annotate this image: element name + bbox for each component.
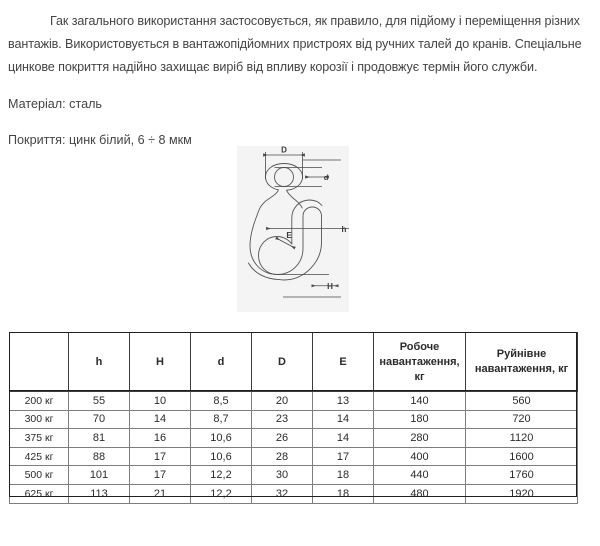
table-header-E-line1: E bbox=[339, 355, 347, 368]
material-line: Матеріал: сталь bbox=[8, 97, 102, 111]
table-body bbox=[10, 392, 578, 504]
cell-working-load: 480 bbox=[374, 484, 466, 503]
table-header-d-line1: d bbox=[217, 355, 225, 368]
table-row bbox=[10, 484, 578, 503]
cell-d: 8,7 bbox=[191, 410, 252, 429]
dimension-label-E: E bbox=[286, 231, 292, 240]
table-row bbox=[10, 466, 578, 485]
cell-working-load: 140 bbox=[374, 392, 466, 411]
table-header-d bbox=[191, 333, 252, 392]
hook-diagram bbox=[237, 146, 349, 312]
table-header-h bbox=[69, 333, 130, 392]
cell-h: 70 bbox=[69, 410, 130, 429]
cell-H: 14 bbox=[130, 410, 191, 429]
cell-working-load: 180 bbox=[374, 410, 466, 429]
cell-h: 88 bbox=[69, 447, 130, 466]
cell-H: 21 bbox=[130, 484, 191, 503]
cell-working-load: 280 bbox=[374, 429, 466, 448]
description-block bbox=[8, 10, 592, 152]
cell-H: 16 bbox=[130, 429, 191, 448]
cell-E: 18 bbox=[313, 466, 374, 485]
cell-h: 81 bbox=[69, 429, 130, 448]
dimension-label-H: H bbox=[327, 282, 333, 291]
table-header-breaking-load bbox=[466, 333, 578, 392]
cell-d: 12,2 bbox=[191, 484, 252, 503]
cell-h: 113 bbox=[69, 484, 130, 503]
dimension-label-h: h bbox=[341, 225, 347, 234]
cell-H: 17 bbox=[130, 447, 191, 466]
cell-breaking-load: 1600 bbox=[466, 447, 578, 466]
cell-H: 17 bbox=[130, 466, 191, 485]
table-row bbox=[10, 392, 578, 411]
cell-working-load: 440 bbox=[374, 466, 466, 485]
cell-breaking-load: 560 bbox=[466, 392, 578, 411]
table-header-H-line1: H bbox=[156, 355, 164, 368]
cell-d: 8,5 bbox=[191, 392, 252, 411]
table-row bbox=[10, 410, 578, 429]
cell-breaking-load: 1760 bbox=[466, 466, 578, 485]
table-header-name bbox=[10, 333, 69, 392]
dimension-label-D: D bbox=[281, 146, 287, 155]
cell-name: 500 кг bbox=[10, 466, 69, 485]
cell-E: 18 bbox=[313, 484, 374, 503]
cell-D: 28 bbox=[252, 447, 313, 466]
cell-breaking-load: 720 bbox=[466, 410, 578, 429]
cell-name: 425 кг bbox=[10, 447, 69, 466]
dimension-label-d: d bbox=[323, 173, 329, 182]
table-header-h-line1: h bbox=[95, 355, 103, 368]
coating-line: Покриття: цинк білий, 6 ÷ 8 мкм bbox=[8, 133, 192, 147]
description-paragraph: Гак загального використання застосовується, як правило, для підйому і переміщення різних вантажів. Використовується в вантажопідйомних пристроях від ручних талей до кранів. Спеціальне цинкове покриття надійно захищає виріб від впливу корозії і продовжує термін його служби. bbox=[8, 14, 582, 74]
table-header-working-load bbox=[374, 333, 466, 392]
cell-D: 30 bbox=[252, 466, 313, 485]
cell-H: 10 bbox=[130, 392, 191, 411]
cell-h: 55 bbox=[69, 392, 130, 411]
cell-h: 101 bbox=[69, 466, 130, 485]
cell-E: 14 bbox=[313, 429, 374, 448]
table-row bbox=[10, 447, 578, 466]
cell-E: 13 bbox=[313, 392, 374, 411]
cell-E: 14 bbox=[313, 410, 374, 429]
cell-D: 20 bbox=[252, 392, 313, 411]
cell-working-load: 400 bbox=[374, 447, 466, 466]
table-header-row bbox=[10, 333, 578, 392]
table-header-breaking-load-line2: навантаження, кг bbox=[474, 363, 569, 375]
cell-name: 375 кг bbox=[10, 429, 69, 448]
table-header-D-line1: D bbox=[278, 355, 286, 368]
table-header-E bbox=[313, 333, 374, 392]
cell-E: 17 bbox=[313, 447, 374, 466]
table-row bbox=[10, 429, 578, 448]
cell-name: 625 кг bbox=[10, 484, 69, 503]
specification-table bbox=[9, 332, 578, 504]
table-header-working-load-line1: Робоче bbox=[399, 340, 440, 353]
cell-D: 32 bbox=[252, 484, 313, 503]
table-header-H bbox=[130, 333, 191, 392]
table-header-working-load-line2: навантаження, кг bbox=[379, 355, 460, 383]
cell-breaking-load: 1920 bbox=[466, 484, 578, 503]
cell-name: 200 кг bbox=[10, 392, 69, 411]
table-header-D bbox=[252, 333, 313, 392]
cell-d: 10,6 bbox=[191, 429, 252, 448]
cell-name: 300 кг bbox=[10, 410, 69, 429]
hook-drawing-svg bbox=[237, 146, 349, 312]
table-header bbox=[10, 333, 578, 392]
cell-breaking-load: 1120 bbox=[466, 429, 578, 448]
cell-d: 12,2 bbox=[191, 466, 252, 485]
table-header-breaking-load-line1: Руйнівне bbox=[496, 348, 547, 360]
cell-D: 23 bbox=[252, 410, 313, 429]
cell-D: 26 bbox=[252, 429, 313, 448]
cell-d: 10,6 bbox=[191, 447, 252, 466]
